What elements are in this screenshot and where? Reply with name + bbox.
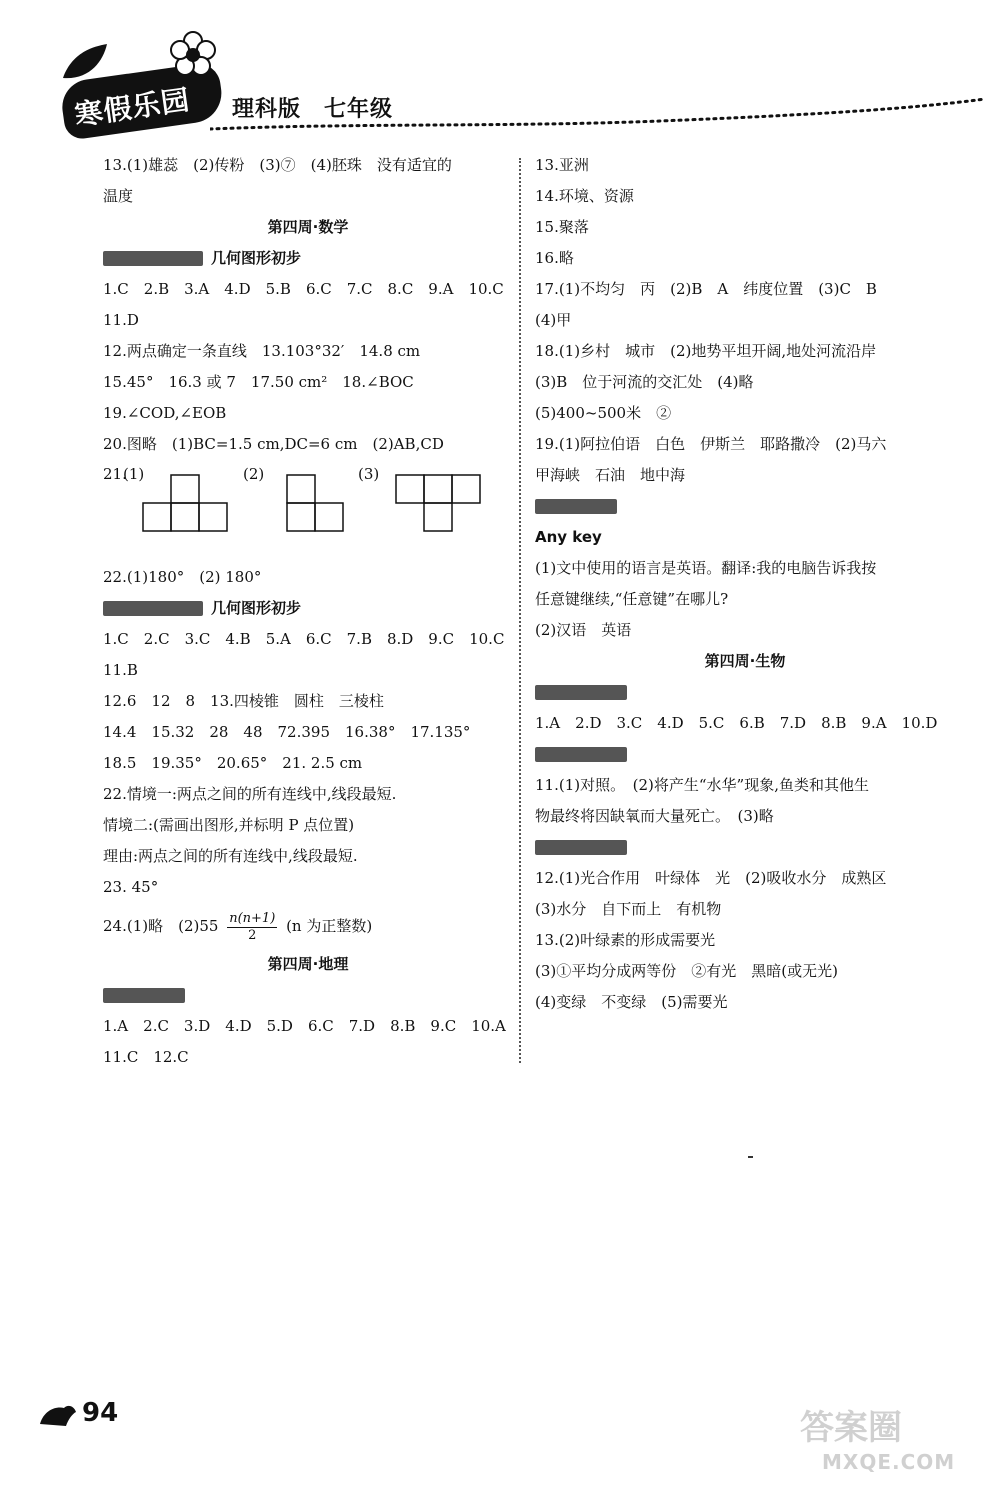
section-heading-biology: 第四周·生物 bbox=[704, 652, 786, 670]
question-label: 21. bbox=[103, 465, 127, 483]
answer-line: (3)B 位于河流的交汇处 (4)略 bbox=[535, 373, 754, 391]
watermark-url: MXQE.COM bbox=[822, 1450, 956, 1474]
answer-line-with-fraction: 24.(1)略 (2)55 $\frac{n(n+1)}{2}$ (n 为正整数) bbox=[103, 910, 373, 943]
answer-line: 13.(1)雄蕊 (2)传粉 (3)⑦ (4)胚珠 没有适宜的 bbox=[103, 156, 452, 174]
subsection-heading: 几何图形初步 bbox=[103, 248, 513, 279]
watermark-logo: 答案圈 bbox=[800, 1408, 902, 1448]
speck bbox=[748, 1156, 753, 1158]
section-tag bbox=[103, 988, 185, 1003]
answer-line: 13.(2)叶绿素的形成需要光 bbox=[535, 931, 716, 949]
answer-line: 11.D bbox=[103, 311, 139, 329]
answer-line: 23. 45° bbox=[103, 878, 159, 896]
answer-line: 11.C 12.C bbox=[103, 1048, 189, 1066]
subsection-tag-row bbox=[103, 985, 513, 1016]
answer-line: 19.(1)阿拉伯语 白色 伊斯兰 耶路撒冷 (2)马六 bbox=[535, 435, 887, 453]
figure-label-3: (3) bbox=[358, 465, 380, 483]
page-corner-icon bbox=[38, 1404, 78, 1428]
answer-line: 任意键继续,“任意键”在哪儿? bbox=[535, 590, 729, 608]
answer-line: 1.A 2.C 3.D 4.D 5.D 6.C 7.D 8.B 9.C 10.A bbox=[103, 1017, 506, 1035]
answer-line: (2)汉语 英语 bbox=[535, 621, 632, 639]
subsection-heading: 几何图形初步 bbox=[103, 598, 513, 629]
answer-line: 20.图略 (1)BC=1.5 cm,DC=6 cm (2)AB,CD bbox=[103, 435, 444, 453]
answer-line: 14.环境、资源 bbox=[535, 187, 634, 205]
section-tag bbox=[535, 747, 627, 762]
answer-line: 12.(1)光合作用 叶绿体 光 (2)吸收水分 成熟区 bbox=[535, 869, 887, 887]
answer-line: 1.C 2.C 3.C 4.B 5.A 6.C 7.B 8.D 9.C 10.C bbox=[103, 630, 505, 648]
answer-line: 甲海峡 石油 地中海 bbox=[535, 466, 686, 484]
answer-line: 22.(1)180° (2) 180° bbox=[103, 568, 262, 586]
page-header bbox=[0, 0, 1000, 150]
answer-line: 11.B bbox=[103, 661, 138, 679]
answer-line: 13.亚洲 bbox=[535, 156, 589, 174]
answer-line: 15.聚落 bbox=[535, 218, 589, 236]
section-heading-math: 第四周·数学 bbox=[267, 218, 349, 236]
figure-label-2: (2) bbox=[243, 465, 265, 483]
answer-line: 物最终将因缺氧而大量死亡。 (3)略 bbox=[535, 807, 774, 825]
answer-line: 18.(1)乡村 城市 (2)地势平坦开阔,地处河流沿岸 bbox=[535, 342, 877, 360]
column-divider bbox=[519, 158, 521, 1063]
answer-line: 12.两点确定一条直线 13.103°32′ 14.8 cm bbox=[103, 342, 421, 360]
subsection-tag-row bbox=[535, 744, 955, 775]
subsection-tag-row bbox=[535, 837, 955, 868]
subsection-tag-row bbox=[535, 496, 955, 527]
page-number: 94 bbox=[82, 1398, 119, 1428]
decorative-dotted-line bbox=[210, 95, 990, 135]
answer-line: 情境二:(需画出图形,并标明 P 点位置) bbox=[103, 816, 355, 834]
answer-line: (1)文中使用的语言是英语。翻译:我的电脑告诉我按 bbox=[535, 559, 877, 577]
answer-line: (3)水分 自下而上 有机物 bbox=[535, 900, 722, 918]
answer-line: 15.45° 16.3 或 7 17.50 cm² 18.∠BOC bbox=[103, 373, 414, 391]
answer-line: (3)①平均分成两等份 ②有光 黑暗(或无光) bbox=[535, 962, 838, 980]
section-tag bbox=[535, 499, 617, 514]
answer-line: (5)400~500米 ② bbox=[535, 404, 672, 422]
answer-line: 温度 bbox=[103, 187, 134, 205]
figure-label-1: (1) bbox=[123, 465, 145, 483]
section-tag bbox=[103, 251, 203, 266]
answer-line: 11.(1)对照。 (2)将产生“水华”现象,鱼类和其他生 bbox=[535, 776, 869, 794]
section-tag bbox=[535, 840, 627, 855]
answer-line: 19.∠COD,∠EOB bbox=[103, 404, 227, 422]
section-heading-geography: 第四周·地理 bbox=[267, 955, 349, 973]
subsection-tag-row bbox=[535, 682, 955, 713]
answer-line: 18.5 19.35° 20.65° 21. 2.5 cm bbox=[103, 754, 363, 772]
answer-line: 理由:两点之间的所有连线中,线段最短. bbox=[103, 847, 358, 865]
right-column bbox=[535, 155, 955, 1023]
left-column bbox=[103, 155, 513, 1078]
cube-net-figures bbox=[103, 465, 513, 567]
answer-line: 22.情境一:两点之间的所有连线中,线段最短. bbox=[103, 785, 397, 803]
answer-line: 1.A 2.D 3.C 4.D 5.C 6.B 7.D 8.B 9.A 10.D bbox=[535, 714, 938, 732]
answer-line: 17.(1)不均匀 丙 (2)B A 纬度位置 (3)C B bbox=[535, 280, 877, 298]
answer-line: 12.6 12 8 13.四棱锥 圆柱 三棱柱 bbox=[103, 692, 384, 710]
cube-net-drawings bbox=[103, 465, 513, 567]
answer-line-title: Any key bbox=[535, 528, 602, 546]
answer-line: (4)变绿 不变绿 (5)需要光 bbox=[535, 993, 728, 1011]
answer-line: 16.略 bbox=[535, 249, 574, 267]
logo-text: 寒假乐园 bbox=[72, 83, 193, 132]
section-tag bbox=[535, 685, 627, 700]
answer-line: 1.C 2.B 3.A 4.D 5.B 6.C 7.C 8.C 9.A 10.C bbox=[103, 280, 504, 298]
flower-icon bbox=[168, 30, 218, 80]
edition-label: 理科版 七年级 bbox=[232, 97, 394, 122]
section-tag bbox=[103, 601, 203, 616]
answer-line: 14.4 15.32 28 48 72.395 16.38° 17.135° bbox=[103, 723, 471, 741]
answer-line: (4)甲 bbox=[535, 311, 572, 329]
fraction: $\frac{n(n+1)}{2}$ bbox=[229, 910, 276, 943]
